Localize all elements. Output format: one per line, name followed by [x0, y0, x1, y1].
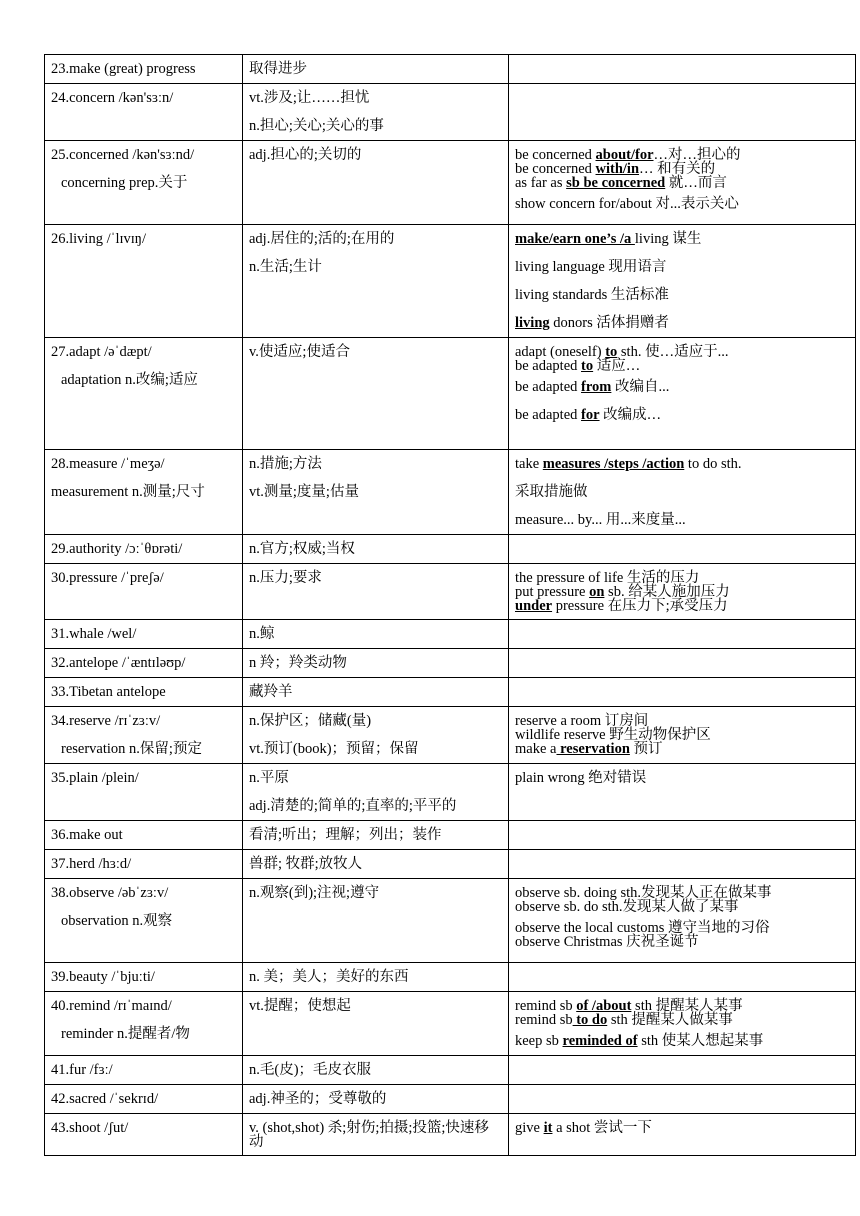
usage-note: [515, 373, 849, 401]
usage-group: [515, 564, 849, 613]
related-term: measurement n.测量;尺寸: [51, 484, 205, 500]
entry-number: 38: [51, 885, 66, 901]
usage-note: [515, 728, 849, 742]
usage-cell: [509, 707, 856, 764]
entry-term: Tibetan antelope: [69, 684, 166, 700]
entry-number: 30: [51, 570, 66, 586]
usage-note: [515, 176, 849, 190]
usage-group: [515, 190, 849, 218]
entry-number: 40: [51, 998, 66, 1014]
note-text: living 谋生: [634, 231, 702, 247]
meaning-cell: [243, 879, 509, 963]
meaning-cell: [243, 1085, 509, 1114]
usage-cell: [509, 1114, 856, 1156]
entry-term: observe /əbˈzɜːv/: [69, 885, 169, 901]
entry-number: 42: [51, 1091, 66, 1107]
vocab-row: [45, 84, 856, 141]
meaning: v. (shot,shot) 杀;射伤;拍摄;投篮;快速移动: [249, 1120, 489, 1150]
usage-note: [515, 999, 849, 1013]
usage-note: [515, 571, 849, 585]
usage-note: [515, 714, 849, 728]
usage-note: [515, 225, 849, 253]
entry-number: 39: [51, 969, 66, 985]
meaning-cell: [243, 535, 509, 564]
note-text: … 和有关的: [639, 161, 716, 177]
usage-note: [515, 599, 849, 613]
related-term: observation n.观察: [61, 913, 173, 929]
note-text: take: [515, 456, 543, 472]
meaning: n.毛(皮)；毛皮衣服: [249, 1062, 372, 1078]
entry-number: 31: [51, 626, 66, 642]
entry-term: beauty /ˈbjuːti/: [69, 969, 155, 985]
note-keyword: under: [515, 598, 553, 614]
note-text: observe sb. do sth.发现某人做了某事: [515, 899, 739, 915]
usage-note: [515, 585, 849, 599]
meaning-cell: [243, 141, 509, 225]
usage-note: [515, 148, 849, 162]
term-cell: [45, 879, 243, 963]
meaning: vt.预订(book)；预留；保留: [249, 741, 419, 757]
note-text: keep sb: [515, 1033, 563, 1049]
note-text: 采取措施做: [515, 484, 588, 500]
term: 38.observe /əbˈzɜːv/: [51, 885, 169, 901]
meaning-cell: [243, 564, 509, 620]
meaning-cell: [243, 450, 509, 535]
entry-number: 23: [51, 61, 66, 77]
entry-term: remind /rɪˈmaɪnd/: [69, 998, 172, 1014]
note-text: living standards 生活标准: [515, 287, 669, 303]
term: 41.fur /fɜː/: [51, 1062, 113, 1078]
entry-term: make out: [69, 827, 123, 843]
vocab-row: [45, 821, 856, 850]
entry-term: fur /fɜː/: [69, 1062, 113, 1078]
vocab-row: [45, 850, 856, 879]
usage-note: [515, 190, 849, 218]
usage-cell: [509, 55, 856, 84]
entry-number: 37: [51, 856, 66, 872]
usage-cell: [509, 678, 856, 707]
meaning-cell: [243, 992, 509, 1056]
meaning: n.观察(到);注视;遵守: [249, 885, 380, 901]
note-keyword: it: [543, 1120, 553, 1136]
term-cell: [45, 1114, 243, 1156]
term-cell: [45, 564, 243, 620]
term-cell: [45, 963, 243, 992]
related-term: concerning prep.关于: [61, 175, 188, 191]
usage-note: [515, 281, 849, 309]
related-term: adaptation n.改编;适应: [61, 372, 198, 388]
usage-group: [515, 373, 849, 401]
entry-number: 26: [51, 231, 66, 247]
note-text: sb. 给某人施加压力: [604, 584, 730, 600]
entry-term: antelope /ˈæntɪləʊp/: [69, 655, 186, 671]
usage-cell: [509, 1056, 856, 1085]
usage-note: [515, 162, 849, 176]
entry-term: authority /ɔːˈθɒrəti/: [69, 541, 183, 557]
note-text: show concern for/about 对...表示关心: [515, 196, 739, 212]
related-term: reminder n.提醒者/物: [61, 1026, 190, 1042]
note-keyword: to do: [572, 1012, 608, 1028]
vocab-row: [45, 649, 856, 678]
note-keyword: reservation: [556, 741, 630, 757]
note-text: remind sb: [515, 998, 577, 1014]
term: 37.herd /hɜːd/: [51, 856, 132, 872]
usage-note: [515, 253, 849, 281]
usage-note: [515, 742, 849, 756]
related-term: reservation n.保留;预定: [61, 741, 202, 757]
note-text: 改编自...: [611, 379, 670, 395]
term-cell: [45, 649, 243, 678]
note-text: …对…担心的: [653, 147, 741, 163]
note-text: be concerned: [515, 161, 596, 177]
entry-term: living /ˈlɪvɪŋ/: [69, 231, 146, 247]
term: 42.sacred /ˈsekrɪd/: [51, 1091, 159, 1107]
note-text: be adapted: [515, 379, 582, 395]
entry-term: whale /wel/: [69, 626, 137, 642]
meaning: n.平原: [249, 770, 289, 786]
note-text: put pressure: [515, 584, 590, 600]
note-text: donors 活体捐赠者: [549, 315, 669, 331]
entry-number: 41: [51, 1062, 66, 1078]
term-cell: [45, 1056, 243, 1085]
entry-term: sacred /ˈsekrɪd/: [69, 1091, 159, 1107]
entry-number: 27: [51, 344, 66, 360]
usage-cell: [509, 850, 856, 879]
usage-note: [515, 900, 849, 914]
meaning: vt.测量;度量;估量: [249, 484, 359, 500]
vocab-row: [45, 992, 856, 1056]
note-text: 改编成…: [599, 407, 662, 423]
vocab-row: [45, 879, 856, 963]
term-cell: [45, 535, 243, 564]
term: 29.authority /ɔːˈθɒrəti/: [51, 541, 183, 557]
note-text: observe sb. doing sth.发现某人正在做某事: [515, 885, 772, 901]
meaning: n.官方;权威;当权: [249, 541, 355, 557]
term: 26.living /ˈlɪvɪŋ/: [51, 231, 146, 247]
meaning-cell: [243, 55, 509, 84]
term: 33.Tibetan antelope: [51, 684, 166, 700]
term: 31.whale /wel/: [51, 626, 137, 642]
term-cell: [45, 821, 243, 850]
meaning: n.保护区；储藏(量): [249, 713, 372, 729]
usage-group: [515, 992, 849, 1027]
entry-number: 34: [51, 713, 66, 729]
entry-number: 25: [51, 147, 66, 163]
usage-note: [515, 921, 849, 935]
term: 39.beauty /ˈbjuːti/: [51, 969, 155, 985]
note-text: wildlife reserve 野生动物保护区: [515, 727, 711, 743]
note-text: sth 提醒某人某事: [631, 998, 743, 1014]
note-text: make a: [515, 741, 557, 757]
meaning-cell: [243, 1056, 509, 1085]
usage-group: [515, 401, 849, 429]
note-keyword: measures /steps /action: [542, 456, 685, 472]
usage-group: [515, 914, 849, 949]
vocab-row: [45, 1085, 856, 1114]
note-text: 预订: [629, 741, 663, 757]
usage-cell: [509, 225, 856, 338]
usage-note: [515, 886, 849, 900]
entry-term: reserve /rɪˈzɜːv/: [69, 713, 161, 729]
vocab-row: [45, 225, 856, 338]
meaning: n.担心;关心;关心的事: [249, 118, 384, 134]
usage-cell: [509, 450, 856, 535]
usage-cell: [509, 1085, 856, 1114]
note-text: as far as: [515, 175, 567, 191]
term-cell: [45, 992, 243, 1056]
entry-number: 32: [51, 655, 66, 671]
usage-note: [515, 506, 849, 534]
usage-cell: [509, 141, 856, 225]
usage-cell: [509, 338, 856, 450]
term-cell: [45, 141, 243, 225]
note-keyword: sb be concerned: [566, 175, 666, 191]
entry-number: 33: [51, 684, 66, 700]
note-text: 就…而言: [665, 175, 727, 191]
note-keyword: about/for: [595, 147, 654, 163]
term: 25.concerned /kən'sɜːnd/: [51, 147, 195, 163]
note-keyword: to: [605, 344, 618, 360]
meaning-cell: [243, 707, 509, 764]
note-text: be adapted: [515, 407, 582, 423]
entry-number: 28: [51, 456, 66, 472]
vocab-row: [45, 338, 856, 450]
usage-note: [515, 1027, 849, 1055]
meaning-cell: [243, 225, 509, 338]
meaning: 藏羚羊: [249, 684, 293, 700]
entry-term: pressure /ˈpreʃə/: [69, 570, 164, 586]
meaning: adj.清楚的;简单的;直率的;平平的: [249, 798, 457, 814]
note-text: adapt (oneself): [515, 344, 606, 360]
term: 27.adapt /əˈdæpt/: [51, 344, 152, 360]
meaning-cell: [243, 821, 509, 850]
term: 35.plain /plein/: [51, 770, 139, 786]
meaning: adj.担心的;关切的: [249, 147, 362, 163]
meaning-cell: [243, 649, 509, 678]
term: 34.reserve /rɪˈzɜːv/: [51, 713, 161, 729]
note-keyword: from: [581, 379, 612, 395]
term: 36.make out: [51, 827, 123, 843]
term: 32.antelope /ˈæntɪləʊp/: [51, 655, 186, 671]
meaning: n.生活;生计: [249, 259, 322, 275]
vocab-row: [45, 564, 856, 620]
term-cell: [45, 850, 243, 879]
note-keyword: with/in: [595, 161, 640, 177]
note-keyword: reminded of: [562, 1033, 638, 1049]
note-text: the pressure of life 生活的压力: [515, 570, 700, 586]
meaning: n 羚；羚类动物: [249, 655, 347, 671]
entry-number: 29: [51, 541, 66, 557]
vocab-row: [45, 678, 856, 707]
term: 23.make (great) progress: [51, 61, 196, 77]
meaning: n. 美；美人；美好的东西: [249, 969, 409, 985]
usage-cell: [509, 564, 856, 620]
meaning: adj.神圣的；受尊敬的: [249, 1091, 387, 1107]
term: 24.concern /kən'sɜːn/: [51, 90, 174, 106]
note-text: remind sb: [515, 1012, 573, 1028]
usage-note: [515, 935, 849, 949]
term-cell: [45, 678, 243, 707]
vocab-row: [45, 1114, 856, 1156]
vocabulary-table: [44, 54, 856, 1156]
usage-cell: [509, 821, 856, 850]
vocab-row: [45, 620, 856, 649]
term: 40.remind /rɪˈmaɪnd/: [51, 998, 172, 1014]
usage-cell: [509, 649, 856, 678]
usage-cell: [509, 84, 856, 141]
note-keyword: to: [581, 358, 594, 374]
usage-note: [515, 359, 849, 373]
note-text: observe Christmas 庆祝圣诞节: [515, 934, 699, 950]
note-text: give: [515, 1120, 544, 1136]
note-text: sth 使某人想起某事: [637, 1033, 764, 1049]
note-text: sth. 使…适应于...: [617, 344, 729, 360]
usage-note: [515, 764, 849, 792]
usage-note: [515, 309, 849, 337]
usage-cell: [509, 535, 856, 564]
usage-note: [515, 401, 849, 429]
usage-group: [515, 879, 849, 914]
term-cell: [45, 84, 243, 141]
entry-number: 35: [51, 770, 66, 786]
entry-number: 24: [51, 90, 66, 106]
usage-note: [515, 450, 849, 478]
meaning: n.鲸: [249, 626, 275, 642]
term: 28.measure /ˈmeʒə/: [51, 456, 165, 472]
term-cell: [45, 620, 243, 649]
usage-cell: [509, 992, 856, 1056]
usage-note: [515, 1114, 849, 1142]
usage-note: [515, 1013, 849, 1027]
meaning: 看清;听出；理解；列出；装作: [249, 827, 442, 843]
meaning-cell: [243, 1114, 509, 1156]
usage-cell: [509, 764, 856, 821]
term-cell: [45, 338, 243, 450]
usage-note: [515, 345, 849, 359]
note-text: to do sth.: [684, 456, 742, 472]
meaning: 取得进步: [249, 61, 307, 77]
entry-term: plain /plein/: [69, 770, 139, 786]
entry-term: shoot /ʃut/: [69, 1120, 129, 1136]
note-text: a shot 尝试一下: [552, 1120, 652, 1136]
usage-note: [515, 478, 849, 506]
meaning: 兽群; 牧群;放牧人: [249, 856, 363, 872]
term: 43.shoot /ʃut/: [51, 1120, 129, 1136]
usage-group: [515, 338, 849, 373]
meaning: vt.涉及;让……担忧: [249, 90, 370, 106]
note-keyword: for: [581, 407, 600, 423]
meaning: v.使适应;使适合: [249, 344, 350, 360]
meaning: n.措施;方法: [249, 456, 322, 472]
vocab-row: [45, 1056, 856, 1085]
vocab-row: [45, 55, 856, 84]
entry-term: adapt /əˈdæpt/: [69, 344, 152, 360]
note-text: reserve a room 订房间: [515, 713, 649, 729]
note-keyword: of /about: [576, 998, 632, 1014]
note-keyword: make/earn one’s /a: [515, 231, 635, 247]
note-text: plain wrong 绝对错误: [515, 770, 647, 786]
usage-group: [515, 1027, 849, 1055]
note-keyword: on: [589, 584, 605, 600]
entry-term: herd /hɜːd/: [69, 856, 132, 872]
vocab-row: [45, 707, 856, 764]
term: 30.pressure /ˈpreʃə/: [51, 570, 164, 586]
meaning-cell: [243, 850, 509, 879]
meaning: n.压力;要求: [249, 570, 322, 586]
vocab-row: [45, 963, 856, 992]
meaning: vt.提醒；使想起: [249, 998, 351, 1014]
note-text: measure... by... 用...来度量...: [515, 512, 686, 528]
meaning-cell: [243, 764, 509, 821]
vocab-row: [45, 535, 856, 564]
term-cell: [45, 764, 243, 821]
usage-group: [515, 141, 849, 190]
vocab-row: [45, 450, 856, 535]
term-cell: [45, 55, 243, 84]
usage-cell: [509, 879, 856, 963]
term-cell: [45, 450, 243, 535]
meaning-cell: [243, 678, 509, 707]
usage-group: [515, 707, 849, 756]
meaning-cell: [243, 338, 509, 450]
note-text: sth 提醒某人做某事: [607, 1012, 733, 1028]
meaning-cell: [243, 84, 509, 141]
note-text: be concerned: [515, 147, 596, 163]
note-text: living language 现用语言: [515, 259, 667, 275]
note-text: be adapted: [515, 358, 582, 374]
entry-term: concerned /kən'sɜːnd/: [69, 147, 195, 163]
term-cell: [45, 707, 243, 764]
note-text: pressure 在压力下;承受压力: [552, 598, 728, 614]
entry-number: 43: [51, 1120, 66, 1136]
entry-term: make (great) progress: [69, 61, 196, 77]
note-keyword: living: [515, 315, 550, 331]
entry-term: concern /kən'sɜːn/: [69, 90, 174, 106]
meaning-cell: [243, 620, 509, 649]
term-cell: [45, 225, 243, 338]
vocab-row: [45, 141, 856, 225]
note-text: observe the local customs 遵守当地的习俗: [515, 920, 770, 936]
meaning-cell: [243, 963, 509, 992]
term-cell: [45, 1085, 243, 1114]
vocab-row: [45, 764, 856, 821]
entry-number: 36: [51, 827, 66, 843]
meaning: adj.居住的;活的;在用的: [249, 231, 395, 247]
note-text: 适应…: [593, 358, 641, 374]
usage-cell: [509, 963, 856, 992]
entry-term: measure /ˈmeʒə/: [69, 456, 165, 472]
usage-cell: [509, 620, 856, 649]
